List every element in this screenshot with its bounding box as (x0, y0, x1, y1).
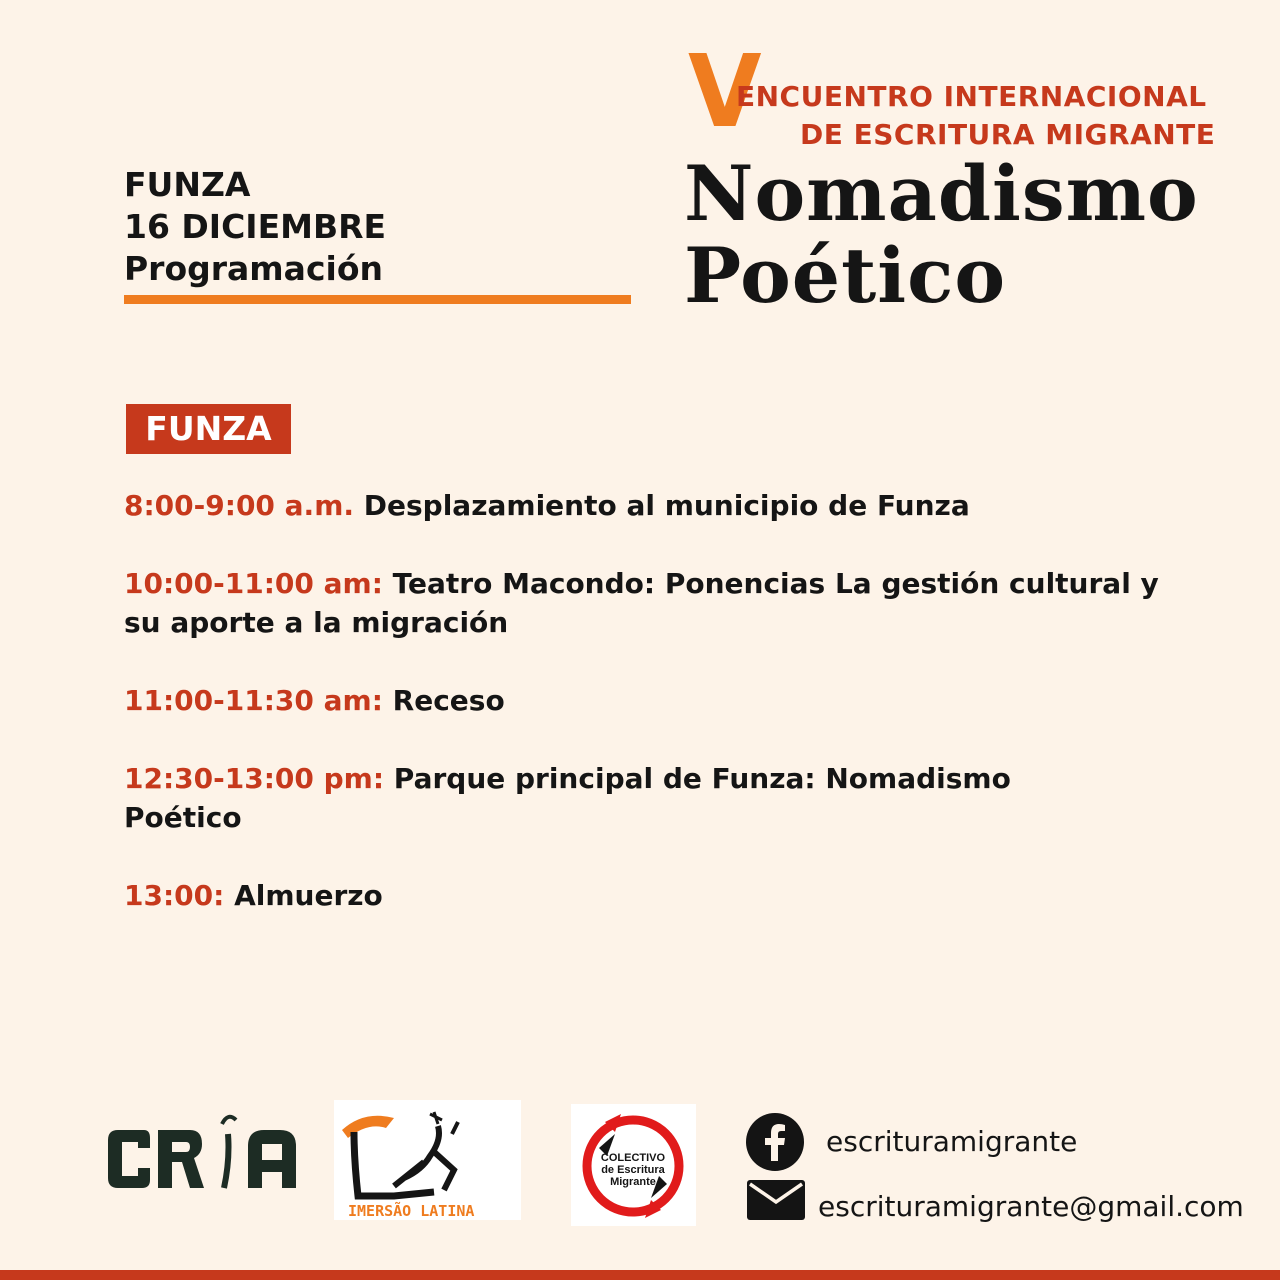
cria-logo-text: CRIA (104, 1110, 107, 1111)
schedule-time: 11:00-11:30 am: (124, 684, 383, 717)
schedule-item (124, 681, 1184, 720)
date-label: 16 DICIEMBRE (124, 207, 387, 246)
facebook-handle[interactable]: escrituramigrante (826, 1125, 1078, 1158)
colectivo-logo (571, 1104, 696, 1226)
facebook-icon[interactable] (746, 1113, 804, 1171)
cria-logo (104, 1110, 300, 1196)
bottom-bar (0, 1270, 1280, 1280)
schedule-item (124, 876, 1184, 915)
schedule-time: 8:00-9:00 a.m. (124, 489, 355, 522)
imersao-latina-logo (334, 1100, 521, 1220)
city-label: FUNZA (124, 165, 251, 204)
svg-text:de Escritura: de Escritura (601, 1164, 665, 1176)
svg-text:COLECTIVO: COLECTIVO (600, 1152, 666, 1164)
schedule-item (124, 564, 1164, 642)
email-link[interactable]: escrituramigrante@gmail.com (818, 1190, 1244, 1223)
section-tag: FUNZA (126, 404, 291, 454)
event-initial: V (688, 33, 762, 150)
schedule-text: Receso (392, 684, 505, 717)
program-label: Programación (124, 249, 383, 288)
schedule-item (124, 759, 1044, 837)
schedule-text: Desplazamiento al municipio de Funza (363, 489, 970, 522)
header-divider (124, 295, 631, 304)
schedule-time: 13:00: (124, 879, 225, 912)
schedule-time: 10:00-11:00 am: (124, 567, 383, 600)
schedule-text: Teatro Macondo: Ponencias La gestión cultural y su aporte a la migración (124, 567, 1159, 639)
schedule-item (124, 486, 1184, 525)
page-title-line2: Poético (684, 231, 1007, 320)
mail-icon[interactable] (747, 1180, 805, 1220)
event-name-line2: DE ESCRITURA MIGRANTE (800, 118, 1216, 151)
schedule-text: Almuerzo (234, 879, 383, 912)
imersao-logo-text: IMERSÃO LATINA (348, 1202, 475, 1220)
page-title-line1: Nomadismo (684, 149, 1199, 238)
svg-text:Migrante: Migrante (610, 1176, 656, 1188)
schedule-text: Parque principal de Funza: Nomadismo Poético (124, 762, 1011, 834)
event-info (124, 164, 386, 290)
schedule-time: 12:30-13:00 pm: (124, 762, 385, 795)
event-name-line1: ENCUENTRO INTERNACIONAL (736, 80, 1207, 113)
